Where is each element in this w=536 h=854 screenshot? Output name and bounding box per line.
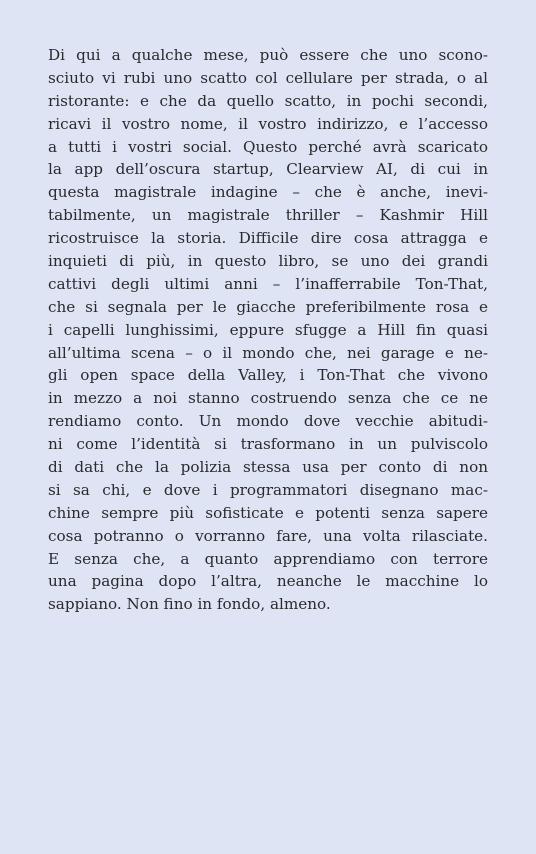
text-line: chine sempre più sofisticate e potenti senza sapere	[48, 503, 488, 522]
text-line: la app dell’oscura startup, Clearview AI, di cui in	[48, 160, 488, 179]
text-line: tabilmente, un magistrale thriller – Kashmir Hill	[48, 206, 488, 225]
text-line: cattivi degli ultimi anni – l’inafferrabile Ton-That,	[48, 274, 488, 293]
text-line: cosa potranno o vorranno fare, una volta rilasciate.	[48, 526, 488, 545]
text-line: si sa chi, e dove i programmatori disegnano mac-	[48, 480, 488, 499]
text-line: all’ultima scena – o il mondo che, nei garage e ne-	[48, 343, 488, 362]
text-line: sappiano. Non fino in fondo, almeno.	[48, 595, 331, 614]
text-line: inquieti di più, in questo libro, se uno dei grandi	[48, 252, 488, 271]
text-line: una pagina dopo l’altra, neanche le macchine lo	[48, 572, 488, 591]
text-line: ricavi il vostro nome, il vostro indirizzo, e l’accesso	[48, 114, 488, 133]
text-line: ricostruisce la storia. Difficile dire cosa attragga e	[48, 229, 488, 248]
text-line: di dati che la polizia stessa usa per conto di non	[48, 458, 488, 477]
text-line: ristorante: e che da quello scatto, in pochi secondi,	[48, 91, 488, 110]
text-line: E senza che, a quanto apprendiamo con terrore	[48, 549, 488, 568]
text-line: che si segnala per le giacche preferibilmente rosa e	[48, 297, 488, 316]
text-line: a tutti i vostri social. Questo perché avrà scaricato	[48, 137, 488, 156]
text-line: sciuto vi rubi uno scatto col cellulare per strada, o al	[48, 68, 488, 87]
text-line: i capelli lunghissimi, eppure sfugge a Hill fin quasi	[48, 320, 488, 339]
text-line: gli open space della Valley, i Ton-That che vivono	[48, 366, 488, 385]
text-line: ni come l’identità si trasformano in un pulviscolo	[48, 435, 488, 454]
text-line: Di qui a qualche mese, può essere che uno scono-	[48, 46, 488, 64]
blurb-text	[48, 44, 488, 616]
text-line: rendiamo conto. Un mondo dove vecchie abitudi-	[48, 412, 488, 431]
text-line: in mezzo a noi stanno costruendo senza che ce ne	[48, 389, 488, 408]
text-line: questa magistrale indagine – che è anche, inevi-	[48, 183, 488, 202]
